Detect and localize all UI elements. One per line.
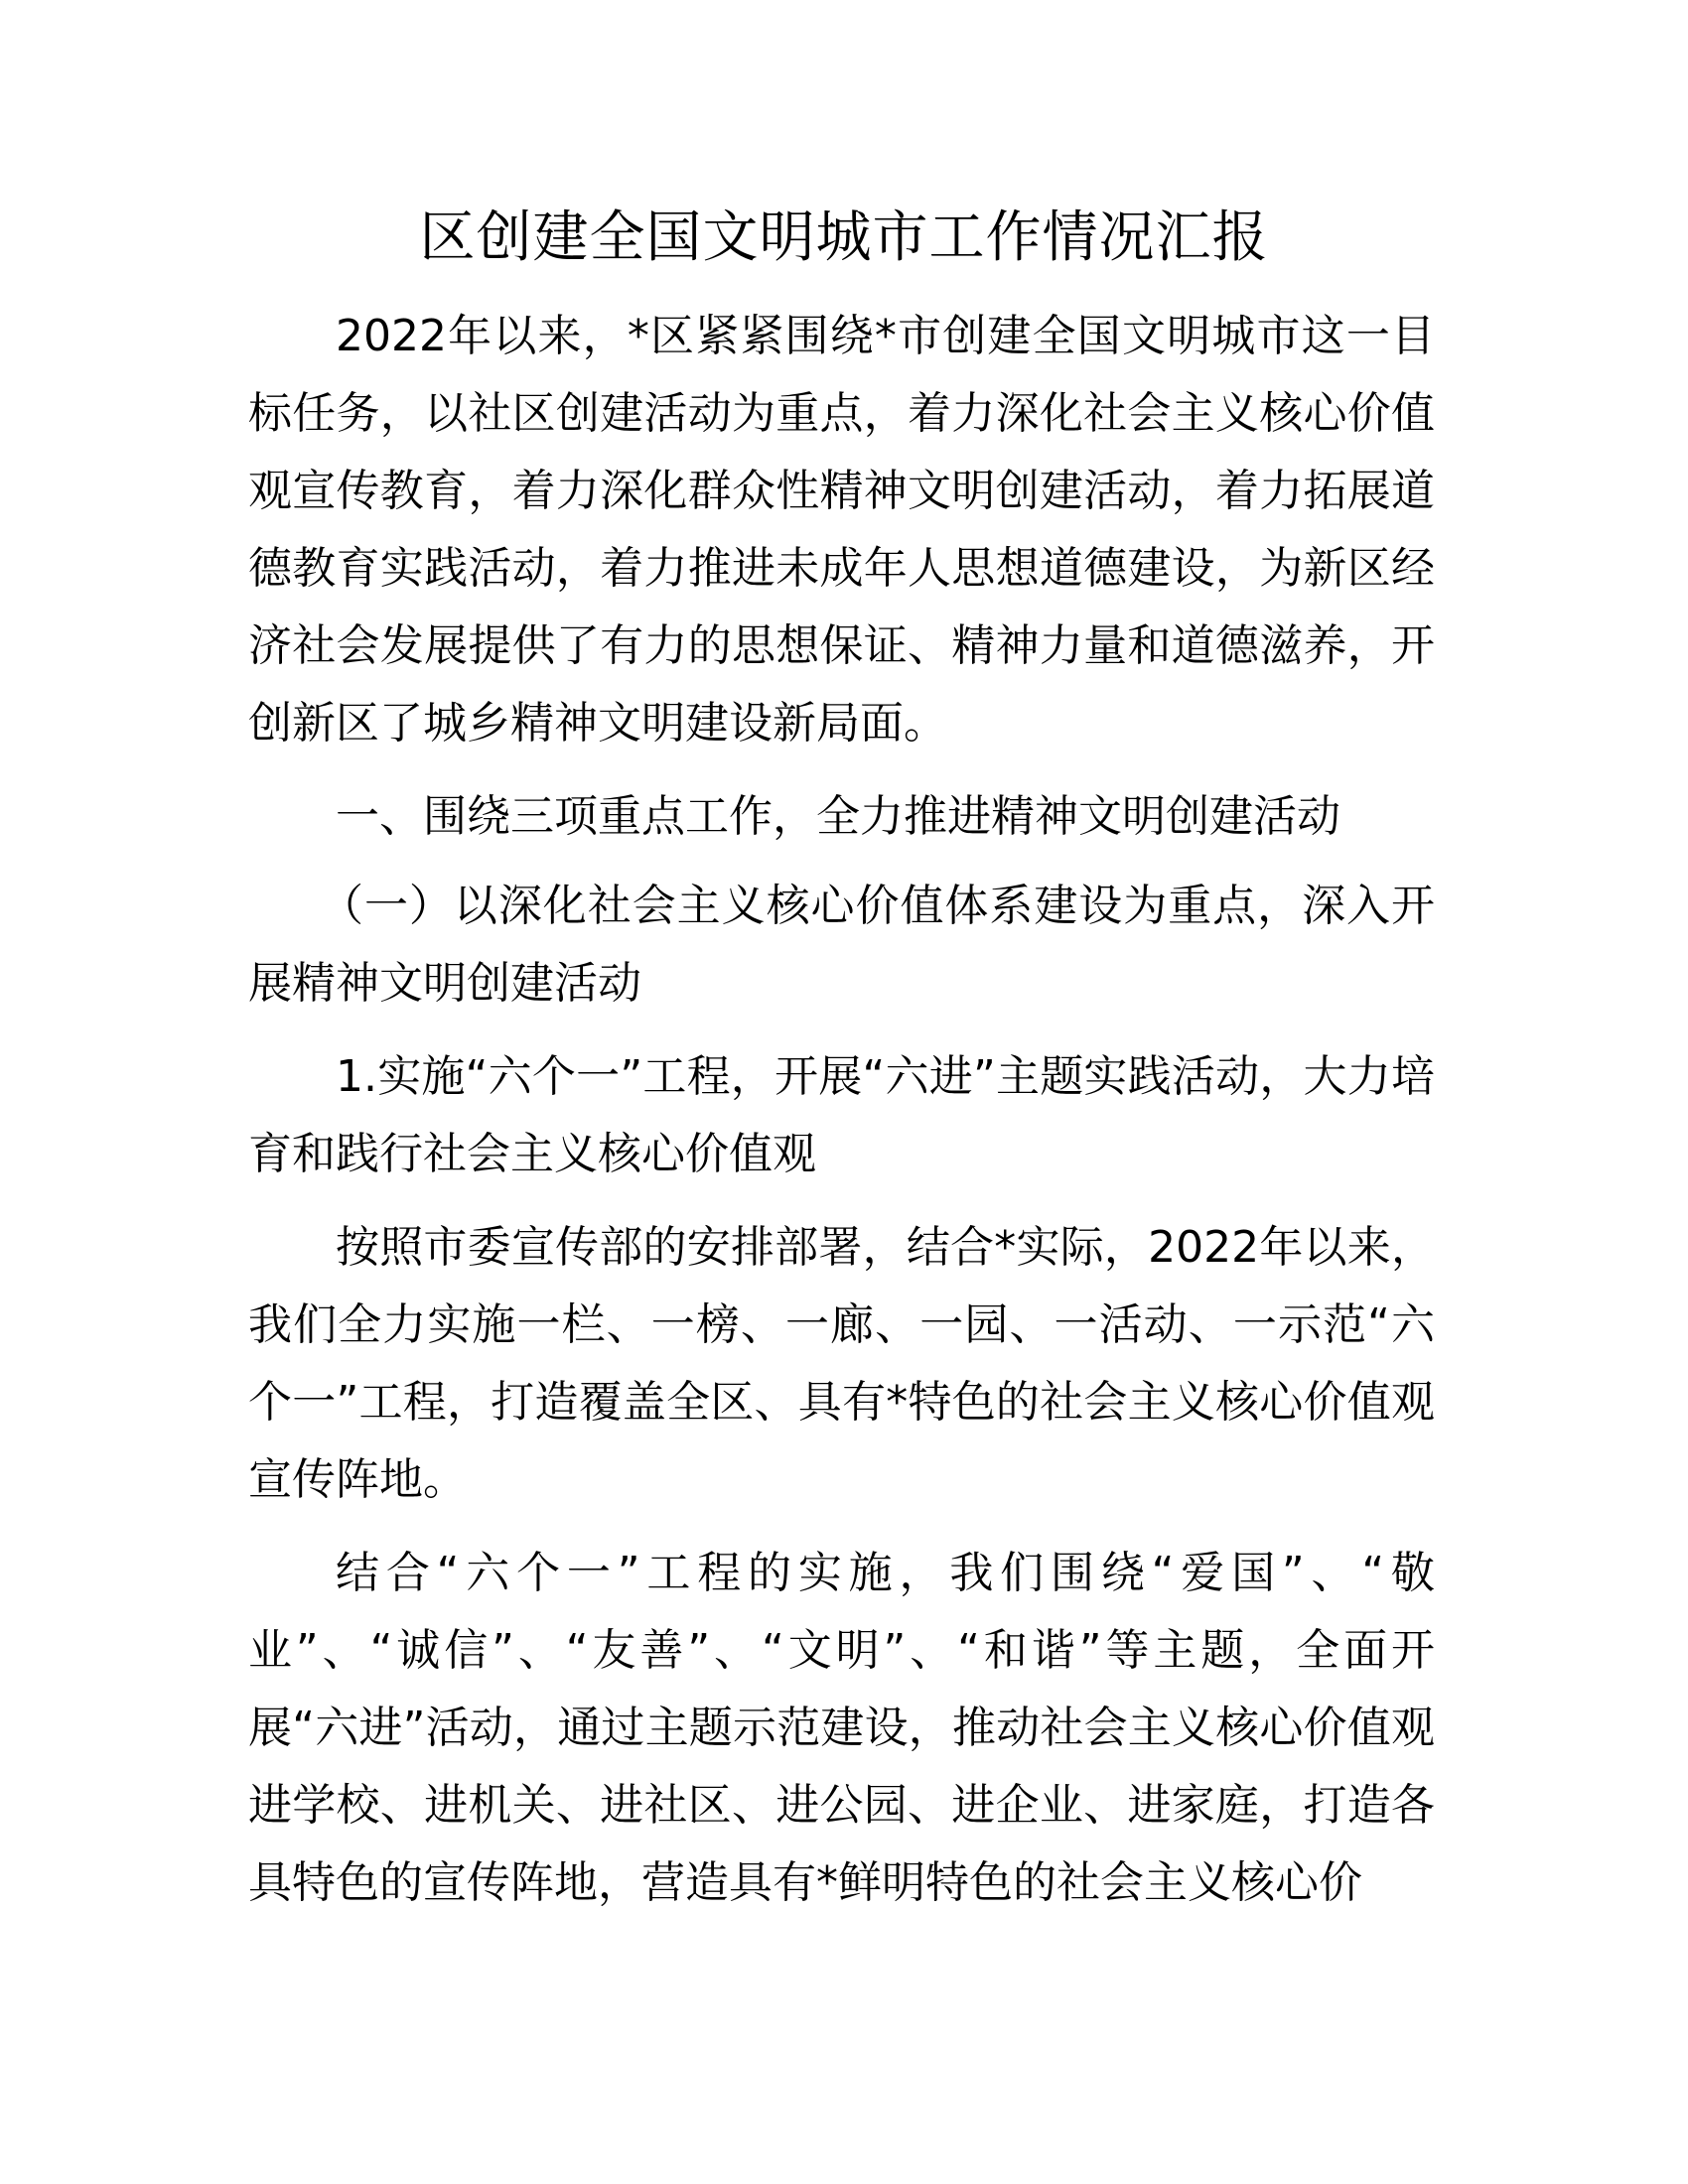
section-heading-1: 一、围绕三项重点工作，全力推进精神文明创建活动	[336, 791, 1340, 842]
item-heading-1: 1.实施“六个一”工程，开展“六进”主题实践活动，大力培育和践行社会主义核心价值观	[248, 1051, 1435, 1179]
subsection-heading-1: （一）以深化社会主义核心价值体系建设为重点，深入开展精神文明创建活动	[248, 881, 1435, 1009]
document-body	[248, 298, 1435, 1922]
body-paragraph-1: 按照市委宣传部的安排部署，结合*实际，2022年以来，我们全力实施一栏、一榜、一廊、一园、一活动、一示范“六个一”工程，打造覆盖全区、具有*特色的社会主义核心价值观宣传阵地。	[248, 1222, 1435, 1505]
document-title: 区创建全国文明城市工作情况汇报	[419, 205, 1269, 270]
intro-paragraph: 2022年以来，*区紧紧围绕*市创建全国文明城市这一目标任务，以社区创建活动为重点，着力深化社会主义核心价值观宣传教育，着力深化群众性精神文明创建活动，着力拓展道德教育实践活动，着力推进未成年人思想道德建设，为新区经济社会发展提供了有力的思想保证、精神力量和道德滋养，开创新区了城乡精神文明建设新局面。	[248, 311, 1435, 749]
body-paragraph-2: 结合“六个一”工程的实施，我们围绕“爱国”、“敬业”、“诚信”、“友善”、“文明”、“和谐”等主题，全面开展“六进”活动，通过主题示范建设，推动社会主义核心价值观进学校、进机关、进社区、进公园、进企业、进家庭，打造各具特色的宣传阵地，营造具有*鲜明特色的社会主义核心价	[248, 1548, 1435, 1908]
